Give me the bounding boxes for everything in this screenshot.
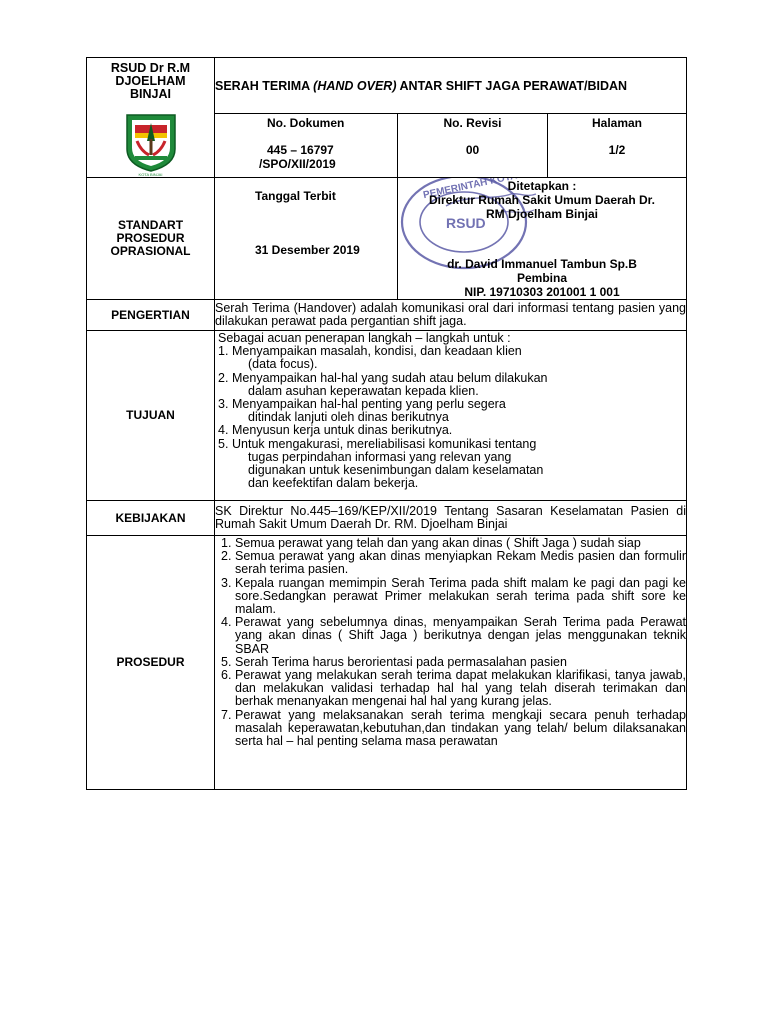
tujuan-content: [215, 331, 687, 501]
list-item: 2. Menyampaikan hal-hal yang sudah atau belum dilakukan dalam asuhan keperawatan kepada klien.: [218, 370, 548, 398]
signatory-name: dr. David Immanuel Tambun Sp.B: [447, 257, 637, 271]
kebijakan-label: KEBIJAKAN: [87, 501, 215, 536]
list-item: 5. Serah Terima harus berorientasi pada permasalahan pasien: [221, 654, 567, 669]
ditetapkan-label: Ditetapkan :: [507, 179, 577, 193]
no-revisi-label: No. Revisi: [443, 116, 502, 131]
sop-label: STANDART PROSEDUR OPRASIONAL: [87, 178, 215, 300]
tanggal-cell: [215, 178, 398, 300]
signatory-rank: Pembina: [516, 271, 567, 285]
svg-text:RSUD: RSUD: [446, 215, 486, 231]
svg-text:PEMERINTAH KOTA: PEMERINTAH KOTA: [422, 170, 519, 202]
pengertian-text: Serah Terima (Handover) adalah komunikasi oral dari informasi tentang pasien yang dilakukan perawat pada pergantian shift jaga.: [215, 300, 687, 331]
no-dokumen-value: 445 – 16797 /SPO/XII/2019: [259, 143, 336, 172]
tanggal-value: 31 Desember 2019: [255, 243, 360, 257]
list-item: 3. Menyampaikan hal-hal penting yang perlu segera ditindak lanjuti oleh dinas berikutnya: [218, 397, 506, 425]
hospital-name: RSUD Dr R.M DJOELHAM BINJAI: [110, 61, 191, 101]
pengertian-label: PENGERTIAN: [87, 300, 215, 331]
tujuan-intro: Sebagai acuan penerapan langkah – langkah untuk :: [218, 331, 511, 345]
document-title: SERAH TERIMA (HAND OVER) ANTAR SHIFT JAGA PERAWAT/BIDAN: [215, 58, 687, 114]
list-item: 1. Menyampaikan masalah, kondisi, dan keadaan klien (data focus).: [218, 344, 522, 372]
list-item: 5. Untuk mengakurasi, mereliabilisasi komunikasi tentang tugas perpindahan informasi yang relevan yang digunakan untuk kesenimbungan dalam keselamatan dan keefektifan dalam bekerja.: [218, 436, 544, 491]
list-item: 4. Perawat yang sebelumnya dinas, menyampaikan Serah Terima pada Perawat yang akan dinas ( Shift Jaga ) berikutnya dengan jelas menggunakan teknik SBAR: [221, 615, 686, 656]
tujuan-label: TUJUAN: [87, 331, 215, 501]
halaman-cell: [548, 114, 687, 178]
halaman-label: Halaman: [591, 116, 643, 131]
list-item: 6. Perawat yang melakukan serah terima dapat melakukan klarifikasi, tanya jawab, dan melakukan validasi terhadap hal hal yang telah diserah terimakan dan berhak menanyakan mengenai hal hal yang kurang jelas.: [221, 668, 686, 709]
tanggal-label: Tanggal Terbit: [255, 189, 336, 203]
no-revisi-value: 00: [465, 143, 480, 158]
tujuan-list: [218, 345, 686, 490]
list-item: 1. Semua perawat yang telah dan yang akan dinas ( Shift Jaga ) sudah siap: [221, 536, 641, 550]
ditetapkan-cell: [398, 170, 687, 300]
list-item: 2. Semua perawat yang akan dinas menyiapkan Rekam Medis pasien dan formulir serah terima pasien.: [221, 549, 686, 577]
direktur-line1: Direktur Rumah Sakit Umum Daerah Dr.: [428, 193, 656, 207]
no-revisi-cell: [398, 114, 548, 178]
prosedur-list: [221, 537, 686, 748]
no-dokumen-cell: [215, 114, 398, 178]
list-item: 7. Perawat yang melaksanakan serah terima mengkaji secara penuh terhadap masalah keperawatan,kebutuhan,dan tindakan yang telah/ belum dilaksanakan serta hal – hal penting selama masa perawatan: [221, 707, 686, 749]
halaman-value: 1/2: [608, 143, 626, 158]
hospital-header-cell: [87, 58, 215, 178]
hospital-logo-icon: [123, 111, 179, 173]
kebijakan-text: SK Direktur No.445–169/KEP/XII/2019 Tentang Sasaran Keselamatan Pasien di Rumah Sakit Umum Daerah Dr. RM. Djoelham Binjai: [215, 501, 687, 536]
list-item: 4. Menyusun kerja untuk dinas berikutnya.: [218, 423, 453, 438]
prosedur-label: PROSEDUR: [87, 536, 215, 790]
signatory-nip: NIP. 19710303 201001 1 001: [464, 285, 620, 299]
prosedur-content: [215, 536, 687, 790]
direktur-line2: RM Djoelham Binjai: [485, 207, 598, 221]
logo-caption: KOTA BINJAI: [138, 172, 163, 177]
no-dokumen-label: No. Dokumen: [267, 116, 345, 131]
sop-table: [86, 57, 687, 790]
list-item: 3. Kepala ruangan memimpin Serah Terima pada shift malam ke pagi dan pagi ke sore.Sedangkan perawat Primer melakukan serah terima pada shift sore ke malam.: [221, 575, 686, 617]
